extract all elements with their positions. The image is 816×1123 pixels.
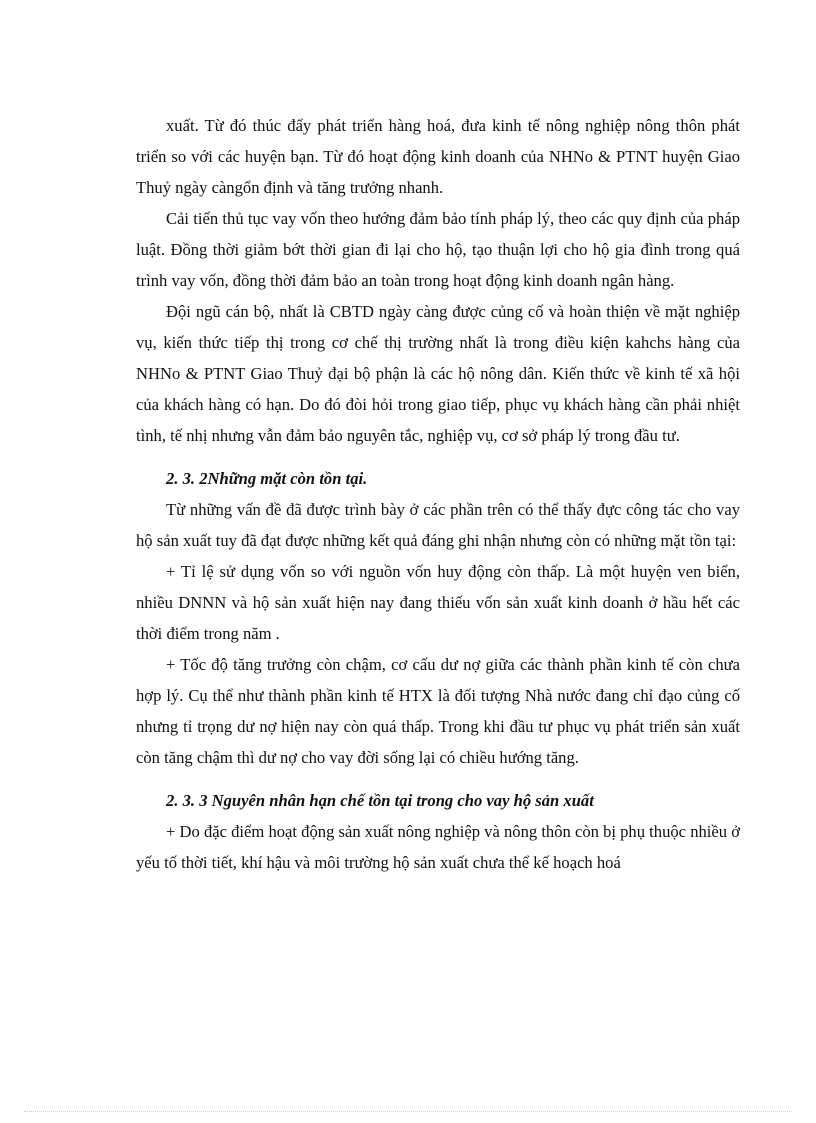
paragraph-capital-ratio: + Tỉ lệ sử dụng vốn so với nguồn vốn huy động còn thấp. Là một huyện ven biển, nhiều DNNN và hộ sản xuất hiện nay đang thiếu vốn sản xuất kinh doanh ở hầu hết các thời điểm trong năm .	[136, 562, 740, 643]
paragraph-intro-shortcomings: Từ những vấn đề đã được trình bày ở các phần trên có thể thấy đực công tác cho vay hộ sản xuất tuy đã đạt được những kết quả đáng ghi nhận nhưng còn có những mặt tồn tại:	[136, 500, 740, 550]
paragraph-loan-procedure: Cải tiến thủ tục vay vốn theo hướng đảm bảo tính pháp lý, theo các quy định của pháp luật. Đồng thời giảm bớt thời gian đi lại cho hộ, tạo thuận lợi cho hộ gia đình trong quá trình vay vốn, đồng thời đảm bảo an toàn trong hoạt động kinh doanh ngân hàng.	[136, 209, 740, 290]
section-heading-2-3-3: 2. 3. 3 Nguyên nhân hạn chế tồn tại trong cho vay hộ sản xuất	[166, 791, 594, 810]
section-heading-2-3-2: 2. 3. 2Những mặt còn tồn tại.	[166, 469, 368, 488]
document-page	[136, 110, 740, 878]
paragraph-growth-rate: + Tốc độ tăng trưởng còn chậm, cơ cấu dư nợ giữa các thành phần kinh tế còn chưa hợp lý. Cụ thể như thành phần kinh tế HTX là đối tượng Nhà nước đang chỉ đạo củng cố nhưng tỉ trọng dư nợ hiện nay còn quá thấp. Trong khi đầu tư phục vụ phát triển sản xuất còn tăng chậm thì dư nợ cho vay đời sống lại có chiều hướng tăng.	[136, 655, 740, 767]
paragraph-causes: + Do đặc điểm hoạt động sản xuất nông nghiệp và nông thôn còn bị phụ thuộc nhiều ở yếu tố thời tiết, khí hậu và môi trường hộ sản xuất chưa thể kế hoạch hoá	[136, 822, 740, 872]
page-bottom-divider	[24, 1111, 792, 1112]
paragraph-continuation: xuất. Từ đó thúc đẩy phát triển hàng hoá, đưa kinh tế nông nghiệp nông thôn phát triển so với các huyện bạn. Từ đó hoạt động kinh doanh của NHNo & PTNT huyện Giao Thuỷ ngày càngổn định và tăng trưởng nhanh.	[136, 116, 740, 197]
paragraph-staff: Đội ngũ cán bộ, nhất là CBTD ngày càng được củng cố và hoàn thiện về mặt nghiệp vụ, kiến thức tiếp thị trong cơ chế thị trường nhất là trong điều kiện kahchs hàng của NHNo & PTNT Giao Thuỷ đại bộ phận là các hộ nông dân. Kiến thức về kinh tế xã hội của khách hàng có hạn. Do đó đòi hỏi trong giao tiếp, phục vụ khách hàng cần phải nhiệt tình, tế nhị nhưng vẫn đảm bảo nguyên tắc, nghiệp vụ, cơ sở pháp lý trong đầu tư.	[136, 302, 740, 445]
